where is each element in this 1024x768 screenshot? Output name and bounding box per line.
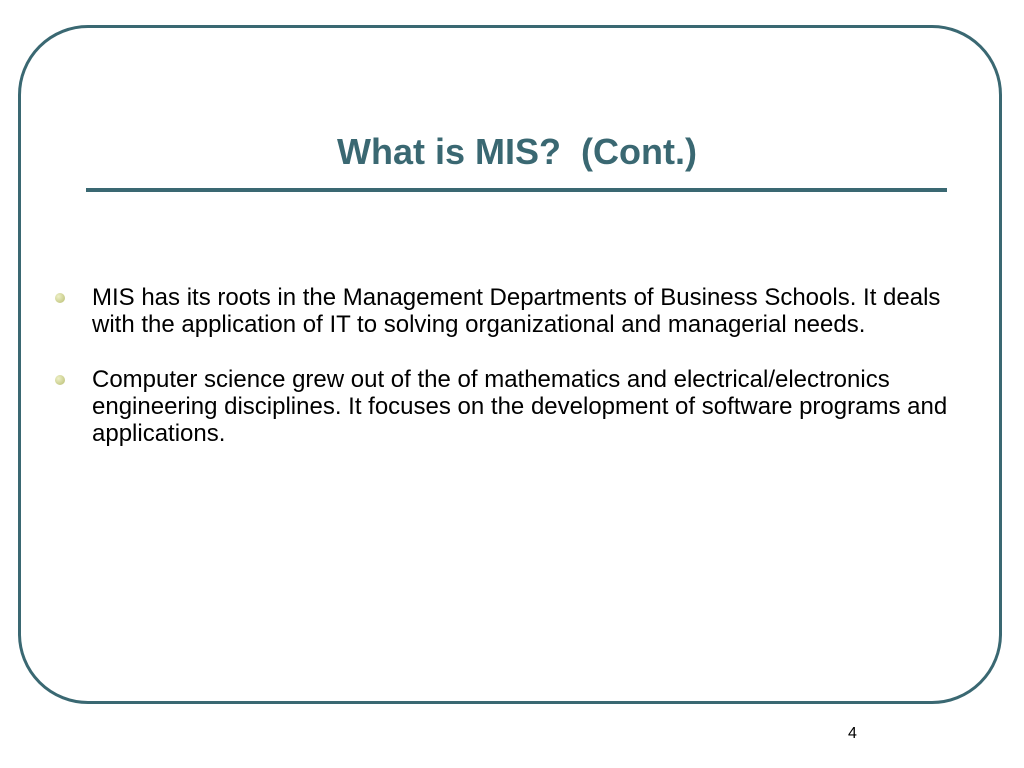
bullet-text: MIS has its roots in the Management Departments of Business Schools. It deals with the application of IT to solving organizational and managerial needs. xyxy=(92,284,941,338)
title-underline xyxy=(86,188,947,192)
bullet-dot-icon xyxy=(55,293,65,303)
bullet-text: Computer science grew out of the of mathematics and electrical/electronics engineering disciplines. It focuses on the development of software programs and applications. xyxy=(92,366,948,447)
bullet-list xyxy=(52,284,952,475)
slide-title: What is MIS? (Cont.) xyxy=(337,131,697,172)
bullet-item xyxy=(52,284,952,338)
bullet-dot-icon xyxy=(55,375,65,385)
bullet-item xyxy=(52,366,952,447)
page-number: 4 xyxy=(848,725,857,742)
